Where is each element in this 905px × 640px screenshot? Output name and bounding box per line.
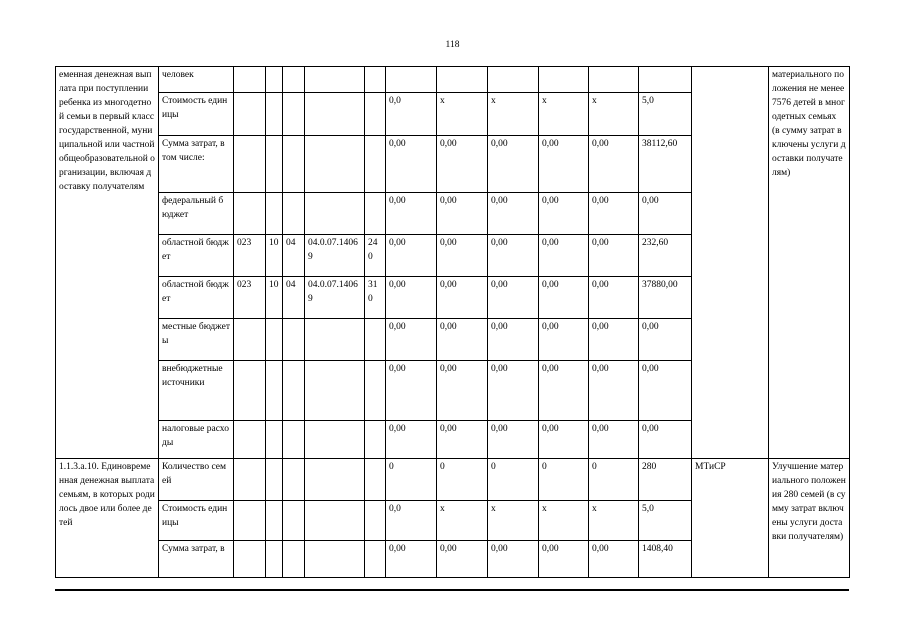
value-cell: 5,0 <box>639 93 692 136</box>
indicator-cell: Количество семей <box>159 459 234 501</box>
budget-code-cell <box>234 136 266 193</box>
value-cell: 0 <box>437 459 488 501</box>
value-cell: 0,00 <box>488 193 539 235</box>
budget-code-cell: 10 <box>266 277 283 319</box>
value-cell <box>488 67 539 93</box>
budget-code-cell <box>266 459 283 501</box>
value-cell: 0,00 <box>539 235 589 277</box>
value-cell: 0,0 <box>386 501 437 541</box>
budget-code-cell <box>283 319 305 361</box>
indicator-cell: Сумма затрат, в <box>159 541 234 578</box>
indicator-cell: Стоимость единицы <box>159 501 234 541</box>
value-cell: х <box>488 501 539 541</box>
indicator-cell: внебюджетные источники <box>159 361 234 421</box>
budget-code-cell <box>266 319 283 361</box>
indicator-cell: Стоимость единицы <box>159 93 234 136</box>
value-cell: 0,00 <box>539 277 589 319</box>
budget-code-cell <box>234 193 266 235</box>
budget-code-cell <box>266 136 283 193</box>
budget-code-cell: 023 <box>234 235 266 277</box>
value-cell: х <box>589 501 639 541</box>
executor-cell: МТиСР <box>692 459 769 578</box>
table-bottom-rule <box>55 589 849 591</box>
value-cell: 0,00 <box>589 421 639 459</box>
value-cell: 0,00 <box>437 136 488 193</box>
value-cell: 0,00 <box>589 319 639 361</box>
budget-code-cell <box>305 541 365 578</box>
executor-cell <box>692 67 769 459</box>
value-cell <box>539 67 589 93</box>
value-cell: 0 <box>488 459 539 501</box>
value-cell: 0,00 <box>437 541 488 578</box>
value-cell: х <box>539 93 589 136</box>
budget-code-cell <box>365 193 386 235</box>
value-cell: 0,00 <box>437 421 488 459</box>
budget-code-cell <box>305 193 365 235</box>
value-cell: 0,00 <box>539 136 589 193</box>
value-cell: 0,00 <box>589 541 639 578</box>
value-cell: 0,00 <box>386 136 437 193</box>
value-cell: х <box>437 93 488 136</box>
budget-code-cell <box>266 361 283 421</box>
value-cell: 0,00 <box>488 361 539 421</box>
budget-code-cell: 310 <box>365 277 386 319</box>
budget-code-cell <box>305 421 365 459</box>
budget-code-cell <box>234 93 266 136</box>
budget-code-cell <box>266 93 283 136</box>
value-cell: 0,00 <box>386 277 437 319</box>
value-cell: 0,00 <box>589 136 639 193</box>
budget-code-cell <box>283 501 305 541</box>
budget-code-cell <box>305 501 365 541</box>
value-cell: 0,00 <box>589 361 639 421</box>
value-cell: 0,00 <box>488 136 539 193</box>
value-cell: 0,00 <box>589 235 639 277</box>
value-cell: х <box>589 93 639 136</box>
budget-code-cell <box>305 459 365 501</box>
budget-code-cell <box>305 67 365 93</box>
value-cell: 0 <box>539 459 589 501</box>
value-cell: 0,00 <box>437 235 488 277</box>
budget-code-cell <box>283 459 305 501</box>
budget-code-cell <box>234 67 266 93</box>
value-cell: 0,00 <box>437 193 488 235</box>
table-row <box>56 459 850 501</box>
budget-code-cell <box>365 501 386 541</box>
value-cell: 0,00 <box>639 421 692 459</box>
budget-code-cell: 04 <box>283 277 305 319</box>
value-cell: 0,00 <box>539 193 589 235</box>
page-number: 118 <box>445 40 460 50</box>
budget-code-cell: 023 <box>234 277 266 319</box>
value-cell: 232,60 <box>639 235 692 277</box>
budget-code-cell <box>283 421 305 459</box>
value-cell: 0,00 <box>386 421 437 459</box>
value-cell: 0,0 <box>386 93 437 136</box>
value-cell: 0,00 <box>386 319 437 361</box>
value-cell: 0,00 <box>539 421 589 459</box>
budget-code-cell <box>266 501 283 541</box>
value-cell: 0,00 <box>386 193 437 235</box>
budget-code-cell: 04.0.07.14069 <box>305 277 365 319</box>
value-cell: 0,00 <box>539 319 589 361</box>
indicator-cell: областной бюджет <box>159 277 234 319</box>
value-cell: 0,00 <box>386 361 437 421</box>
value-cell: 0,00 <box>589 193 639 235</box>
value-cell: 0,00 <box>639 193 692 235</box>
value-cell: 1408,40 <box>639 541 692 578</box>
indicator-cell: налоговые расходы <box>159 421 234 459</box>
measure-description: 1.1.3.а.10. Единовременная денежная выплата семьям, в которых родилось двое или более детей <box>56 459 159 578</box>
budget-code-cell <box>266 193 283 235</box>
program-table <box>55 66 850 578</box>
value-cell: 0 <box>589 459 639 501</box>
budget-code-cell: 240 <box>365 235 386 277</box>
budget-code-cell <box>365 67 386 93</box>
value-cell: 37880,00 <box>639 277 692 319</box>
budget-code-cell <box>283 93 305 136</box>
value-cell <box>437 67 488 93</box>
value-cell: 0,00 <box>488 421 539 459</box>
budget-code-cell <box>283 193 305 235</box>
value-cell: 0,00 <box>488 277 539 319</box>
value-cell <box>386 67 437 93</box>
budget-code-cell <box>234 459 266 501</box>
indicator-cell: местные бюджеты <box>159 319 234 361</box>
value-cell: х <box>437 501 488 541</box>
budget-code-cell <box>283 361 305 421</box>
value-cell: 0,00 <box>386 235 437 277</box>
budget-code-cell <box>283 541 305 578</box>
budget-code-cell <box>283 136 305 193</box>
measure-description: еменная денежная выплата при поступлении ребенка из многодетной семьи в первый класс государственной, муниципальной или частной общеобразовательной организации, включая доставку получателям <box>56 67 159 459</box>
budget-code-cell <box>234 319 266 361</box>
expected-result: Улучшение материального положения 280 семей (в сумму затрат включены услуги доставки получателям) <box>769 459 850 578</box>
budget-code-cell <box>365 421 386 459</box>
budget-code-cell: 10 <box>266 235 283 277</box>
value-cell: 0,00 <box>488 319 539 361</box>
budget-code-cell <box>365 319 386 361</box>
budget-code-cell <box>365 459 386 501</box>
budget-code-cell <box>234 361 266 421</box>
value-cell: 0 <box>386 459 437 501</box>
value-cell: 0,00 <box>639 319 692 361</box>
value-cell: х <box>488 93 539 136</box>
expected-result: материального положения не менее 7576 детей в многодетных семьях (в сумму затрат включены услуги доставки получателям) <box>769 67 850 459</box>
value-cell: 0,00 <box>539 361 589 421</box>
budget-code-cell <box>266 67 283 93</box>
budget-code-cell <box>365 541 386 578</box>
value-cell <box>589 67 639 93</box>
budget-code-cell <box>266 421 283 459</box>
value-cell: 0,00 <box>589 277 639 319</box>
value-cell: 38112,60 <box>639 136 692 193</box>
value-cell: 0,00 <box>437 361 488 421</box>
budget-code-cell <box>365 361 386 421</box>
value-cell: х <box>539 501 589 541</box>
table-row <box>56 67 850 93</box>
budget-code-cell <box>266 541 283 578</box>
value-cell: 0,00 <box>437 319 488 361</box>
budget-code-cell <box>305 319 365 361</box>
indicator-cell: человек <box>159 67 234 93</box>
budget-code-cell <box>305 361 365 421</box>
value-cell: 0,00 <box>386 541 437 578</box>
budget-code-cell <box>283 67 305 93</box>
value-cell: 0,00 <box>488 541 539 578</box>
value-cell <box>639 67 692 93</box>
budget-code-cell <box>305 93 365 136</box>
value-cell: 0,00 <box>488 235 539 277</box>
budget-code-cell <box>365 136 386 193</box>
budget-code-cell: 04.0.07.14069 <box>305 235 365 277</box>
value-cell: 280 <box>639 459 692 501</box>
budget-code-cell: 04 <box>283 235 305 277</box>
budget-code-cell <box>234 541 266 578</box>
budget-code-cell <box>234 501 266 541</box>
budget-code-cell <box>305 136 365 193</box>
value-cell: 0,00 <box>639 361 692 421</box>
value-cell: 0,00 <box>539 541 589 578</box>
value-cell: 0,00 <box>437 277 488 319</box>
indicator-cell: Сумма затрат, в том числе: <box>159 136 234 193</box>
indicator-cell: федеральный бюджет <box>159 193 234 235</box>
budget-code-cell <box>365 93 386 136</box>
indicator-cell: областной бюджет <box>159 235 234 277</box>
value-cell: 5,0 <box>639 501 692 541</box>
budget-code-cell <box>234 421 266 459</box>
